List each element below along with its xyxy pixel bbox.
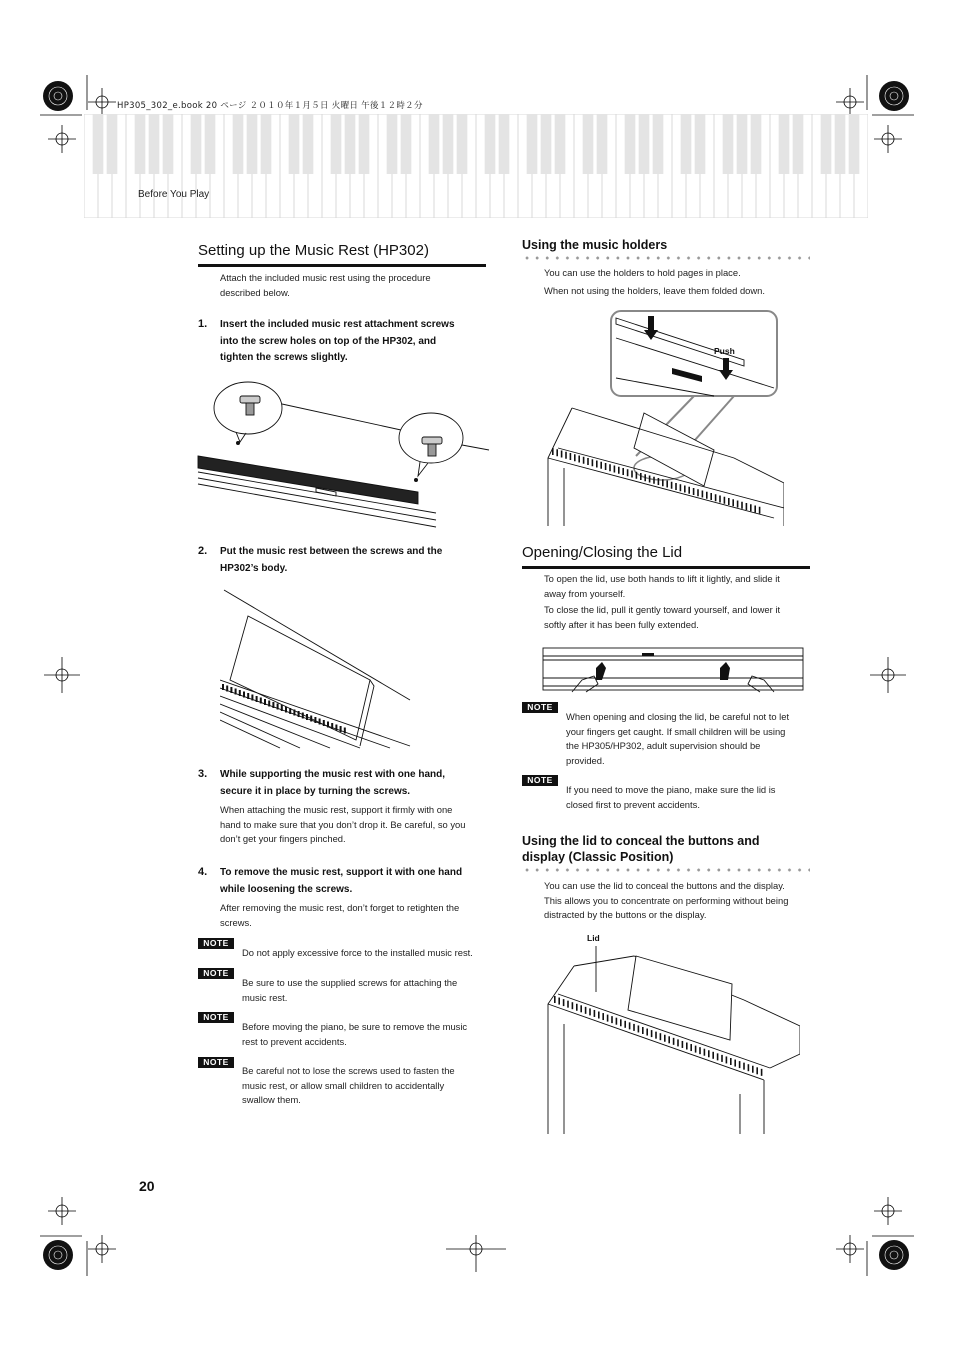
illustration-key-mark — [704, 1049, 706, 1056]
illustration-key-mark — [272, 702, 274, 708]
conceal-body: You can use the lid to conceal the buttons and the display. This allows you to concentrate on performing without being distracted by the buttons or the display. — [544, 880, 789, 920]
illustration-key-mark — [688, 487, 690, 494]
illustration-key-mark — [702, 491, 704, 498]
header-black-key — [289, 114, 300, 174]
illustration-key-mark — [695, 1046, 697, 1053]
illustration-key-mark — [759, 507, 761, 514]
header-black-key — [429, 114, 440, 174]
illustration-key-mark — [344, 728, 346, 734]
illustration-key-mark — [710, 493, 712, 500]
illustration-key-mark — [587, 458, 589, 465]
dotted-rule — [522, 868, 810, 872]
illustration-key-mark — [592, 459, 594, 466]
illustration-key-mark — [596, 461, 598, 468]
illustration-key-mark — [739, 1061, 741, 1068]
header-black-key — [625, 114, 636, 174]
illustration-key-mark — [651, 1030, 653, 1037]
illustration-key-mark — [340, 726, 342, 732]
section-label: Before You Play — [138, 189, 210, 200]
header-black-key — [597, 114, 608, 174]
header-black-key — [331, 114, 342, 174]
illustration-key-mark — [690, 1044, 692, 1051]
note-text: Do not apply excessive force to the installed music rest. — [242, 947, 473, 958]
illustration-key-mark — [335, 725, 337, 731]
title-rule — [198, 264, 486, 267]
music-rest-illustration — [220, 588, 416, 752]
illustration-key-mark — [712, 1052, 714, 1059]
header-black-key — [779, 114, 790, 174]
illustration-key-mark — [675, 483, 677, 490]
illustration-key-mark — [561, 451, 563, 458]
holders-body: You can use the holders to hold pages in place. When not using the holders, leave them folded down. — [544, 267, 765, 296]
illustration-key-mark — [717, 1053, 719, 1060]
illustration-key-mark — [565, 452, 567, 459]
illustration-key-mark — [741, 502, 743, 509]
illustration-key-mark — [618, 467, 620, 474]
illustration-key-mark — [616, 1018, 618, 1025]
note-badge: NOTE — [522, 775, 558, 786]
illustration-key-mark — [682, 1041, 684, 1048]
illustration-key-mark — [327, 722, 329, 728]
illustration-key-mark — [583, 457, 585, 464]
illustration-key-mark — [556, 449, 558, 456]
note-text: Be sure to use the supplied screws for attaching the music rest. — [242, 977, 458, 1003]
illustration-key-mark — [576, 1004, 578, 1011]
title-rule — [522, 566, 810, 569]
conceal-heading: Using the lid to conceal the buttons and display (Classic Position) — [522, 834, 760, 864]
illustration-key-mark — [664, 1035, 666, 1042]
illustration-key-mark — [636, 472, 638, 479]
illustration-key-mark — [585, 1007, 587, 1014]
illustration-key-mark — [620, 1019, 622, 1026]
lid-label: Lid — [587, 933, 600, 943]
note-badge: NOTE — [198, 1012, 234, 1023]
illustration-key-mark — [638, 1025, 640, 1032]
illustration-key-mark — [306, 714, 308, 720]
header-black-key — [93, 114, 104, 174]
illustration-key-mark — [627, 469, 629, 476]
illustration-key-mark — [578, 456, 580, 463]
header-black-key — [681, 114, 692, 174]
header-black-key — [849, 114, 860, 174]
header-black-key — [821, 114, 832, 174]
header-black-key — [261, 114, 272, 174]
header-black-key — [485, 114, 496, 174]
illustration-key-mark — [750, 504, 752, 511]
illustration-key-mark — [629, 1022, 631, 1029]
illustration-key-mark — [677, 1039, 679, 1046]
header-black-key — [583, 114, 594, 174]
illustration-key-mark — [554, 996, 556, 1003]
header-black-key — [387, 114, 398, 174]
illustration-key-mark — [715, 494, 717, 501]
header-black-key — [793, 114, 804, 174]
illustration-key-mark — [239, 690, 241, 696]
intro-text: Attach the included music rest using the procedure described below. — [220, 272, 431, 298]
illustration-key-mark — [708, 1050, 710, 1057]
illustration-key-mark — [558, 998, 560, 1005]
illustration-key-mark — [243, 692, 245, 698]
illustration-key-mark — [622, 468, 624, 475]
illustration-key-mark — [574, 454, 576, 461]
note-badge: NOTE — [198, 938, 234, 949]
illustration-key-mark — [222, 684, 224, 690]
illustration-key-mark — [567, 1001, 569, 1008]
page-number: 20 — [139, 1178, 155, 1194]
illustration-key-mark — [611, 1016, 613, 1023]
illustration-key-mark — [570, 453, 572, 460]
illustration-key-mark — [706, 492, 708, 499]
illustration-key-mark — [743, 1063, 745, 1070]
illustration-key-mark — [737, 501, 739, 508]
illustration-key-mark — [754, 506, 756, 513]
step-4-body: After removing the music rest, don’t forget to retighten the screws. — [220, 902, 460, 928]
header-black-key — [163, 114, 174, 174]
header-black-key — [149, 114, 160, 174]
illustration-key-mark — [668, 1036, 670, 1043]
illustration-key-mark — [724, 497, 726, 504]
illustration-key-mark — [580, 1005, 582, 1012]
illustration-key-mark — [631, 471, 633, 478]
illustration-key-mark — [746, 503, 748, 510]
illustration-key-mark — [230, 687, 232, 693]
illustration-key-mark — [289, 708, 291, 714]
classic-position-illustration — [544, 944, 800, 1134]
illustration-key-mark — [598, 1012, 600, 1019]
illustration-key-mark — [293, 710, 295, 716]
step-number-3: 3. — [198, 768, 208, 780]
illustration-key-mark — [732, 499, 734, 506]
step-4-text: To remove the music rest, support it with one hand while loosening the screws. — [220, 867, 463, 895]
header-black-key — [303, 114, 314, 174]
illustration-key-mark — [658, 478, 660, 485]
illustration-key-mark — [653, 477, 655, 484]
step-number-1: 1. — [198, 318, 208, 330]
illustration-key-mark — [748, 1064, 750, 1071]
illustration-key-mark — [646, 1029, 648, 1036]
illustration-key-mark — [235, 689, 237, 695]
illustration-key-mark — [697, 489, 699, 496]
illustration-key-mark — [552, 448, 554, 455]
illustration-key-mark — [693, 488, 695, 495]
note-text: When opening and closing the lid, be careful not to let your fingers get caught. If small children will be using the HP305/HP302, adult supervision should be provided. — [566, 711, 790, 766]
illustration-key-mark — [323, 720, 325, 726]
illustration-key-mark — [649, 476, 651, 483]
illustration-key-mark — [600, 462, 602, 469]
illustration-key-mark — [680, 484, 682, 491]
header-black-key — [233, 114, 244, 174]
step-2-text: Put the music rest between the screws and the HP302’s body. — [220, 546, 443, 574]
illustration-key-mark — [331, 723, 333, 729]
illustration-key-mark — [662, 479, 664, 486]
illustration-key-mark — [633, 1024, 635, 1031]
header-black-key — [639, 114, 650, 174]
illustration-key-mark — [730, 1058, 732, 1065]
illustration-key-mark — [655, 1032, 657, 1039]
illustration-key-mark — [594, 1010, 596, 1017]
illustration-key-mark — [268, 701, 270, 707]
illustration-key-mark — [602, 1013, 604, 1020]
illustration-key-mark — [247, 693, 249, 699]
illustration-key-mark — [260, 698, 262, 704]
print-meta-line: HP305_302_e.book 20 ページ ２０１０年１月５日 火曜日 午後１２時２分 — [117, 101, 423, 111]
header-black-key — [723, 114, 734, 174]
header-black-key — [247, 114, 258, 174]
illustration-key-mark — [285, 707, 287, 713]
illustration-key-mark — [752, 1066, 754, 1073]
illustration-key-mark — [310, 716, 312, 722]
note-badge: NOTE — [522, 702, 558, 713]
illustration-key-mark — [721, 1055, 723, 1062]
holders-heading: Using the music holders — [522, 238, 668, 252]
header-black-key — [653, 114, 664, 174]
illustration-key-mark — [666, 481, 668, 488]
header-black-key — [191, 114, 202, 174]
lid-body: To open the lid, use both hands to lift it lightly, and slide it away from yourself. To close the lid, pull it gently toward yourself, and lower it softly after it has been fully extended. — [544, 573, 781, 630]
illustration-key-mark — [660, 1033, 662, 1040]
illustration-key-mark — [251, 695, 253, 701]
illustration-key-mark — [640, 473, 642, 480]
left-section-title: Setting up the Music Rest (HP302) — [198, 242, 429, 259]
illustration-key-mark — [298, 711, 300, 717]
header-black-key — [555, 114, 566, 174]
illustration-key-mark — [726, 1056, 728, 1063]
header-black-key — [751, 114, 762, 174]
step-number-2: 2. — [198, 545, 208, 557]
step-3-body: When attaching the music rest, support it firmly with one hand to make sure that you don’t drop it. Be careful, so you don’t get your fingers pinched. — [220, 804, 466, 844]
illustration-key-mark — [684, 486, 686, 493]
illustration-key-mark — [256, 696, 258, 702]
header-black-key — [359, 114, 370, 174]
illustration-key-mark — [686, 1043, 688, 1050]
keyboard-header-graphic — [84, 114, 868, 218]
illustration-key-mark — [609, 464, 611, 471]
illustration-key-mark — [226, 686, 228, 692]
music-holders-illustration — [544, 308, 784, 528]
illustration-key-mark — [644, 474, 646, 481]
illustration-key-mark — [605, 463, 607, 470]
illustration-key-mark — [563, 999, 565, 1006]
illustration-key-mark — [319, 719, 321, 725]
note-text: Before moving the piano, be sure to remove the music rest to prevent accidents. — [242, 1021, 468, 1047]
illustration-key-mark — [761, 1069, 763, 1076]
header-black-key — [345, 114, 356, 174]
illustration-key-mark — [264, 699, 266, 705]
header-black-key — [135, 114, 146, 174]
header-black-key — [737, 114, 748, 174]
header-black-key — [499, 114, 510, 174]
illustration-key-mark — [624, 1021, 626, 1028]
header-black-key — [401, 114, 412, 174]
step-number-4: 4. — [198, 866, 208, 878]
header-black-key — [457, 114, 468, 174]
note-badge: NOTE — [198, 1057, 234, 1068]
illustration-key-mark — [314, 717, 316, 723]
illustration-key-mark — [302, 713, 304, 719]
note-text: Be careful not to lose the screws used to fasten the music rest, or allow small children to accidentally swallow them. — [242, 1065, 455, 1105]
header-black-key — [527, 114, 538, 174]
push-label: Push — [714, 346, 735, 356]
header-black-key — [835, 114, 846, 174]
illustration-key-mark — [673, 1038, 675, 1045]
step-1-text: Insert the included music rest attachment screws into the screw holes on top of the HP302, and tighten the screws slightly. — [220, 319, 455, 363]
illustration-key-mark — [281, 705, 283, 711]
header-black-key — [541, 114, 552, 174]
header-black-key — [107, 114, 118, 174]
illustration-key-mark — [756, 1067, 758, 1074]
illustration-key-mark — [728, 498, 730, 505]
note-badge: NOTE — [198, 968, 234, 979]
note-text: If you need to move the piano, make sure the lid is closed first to prevent accidents. — [566, 784, 776, 810]
illustration-key-mark — [614, 466, 616, 473]
illustration-key-mark — [607, 1015, 609, 1022]
illustration-key-mark — [642, 1027, 644, 1034]
header-black-key — [695, 114, 706, 174]
step-3-text: While supporting the music rest with one hand, secure it in place by turning the screws. — [220, 769, 446, 797]
dotted-rule — [522, 256, 810, 260]
lid-opening-illustration — [542, 646, 804, 694]
illustration-key-mark — [734, 1060, 736, 1067]
illustration-key-mark — [589, 1008, 591, 1015]
illustration-key-mark — [699, 1047, 701, 1054]
header-black-key — [443, 114, 454, 174]
illustration-key-mark — [671, 482, 673, 489]
screw-illustration — [196, 380, 492, 530]
illustration-key-mark — [572, 1002, 574, 1009]
illustration-key-mark — [277, 704, 279, 710]
illustration-key-mark — [719, 496, 721, 503]
lid-section-title: Opening/Closing the Lid — [522, 544, 683, 561]
header-black-key — [205, 114, 216, 174]
